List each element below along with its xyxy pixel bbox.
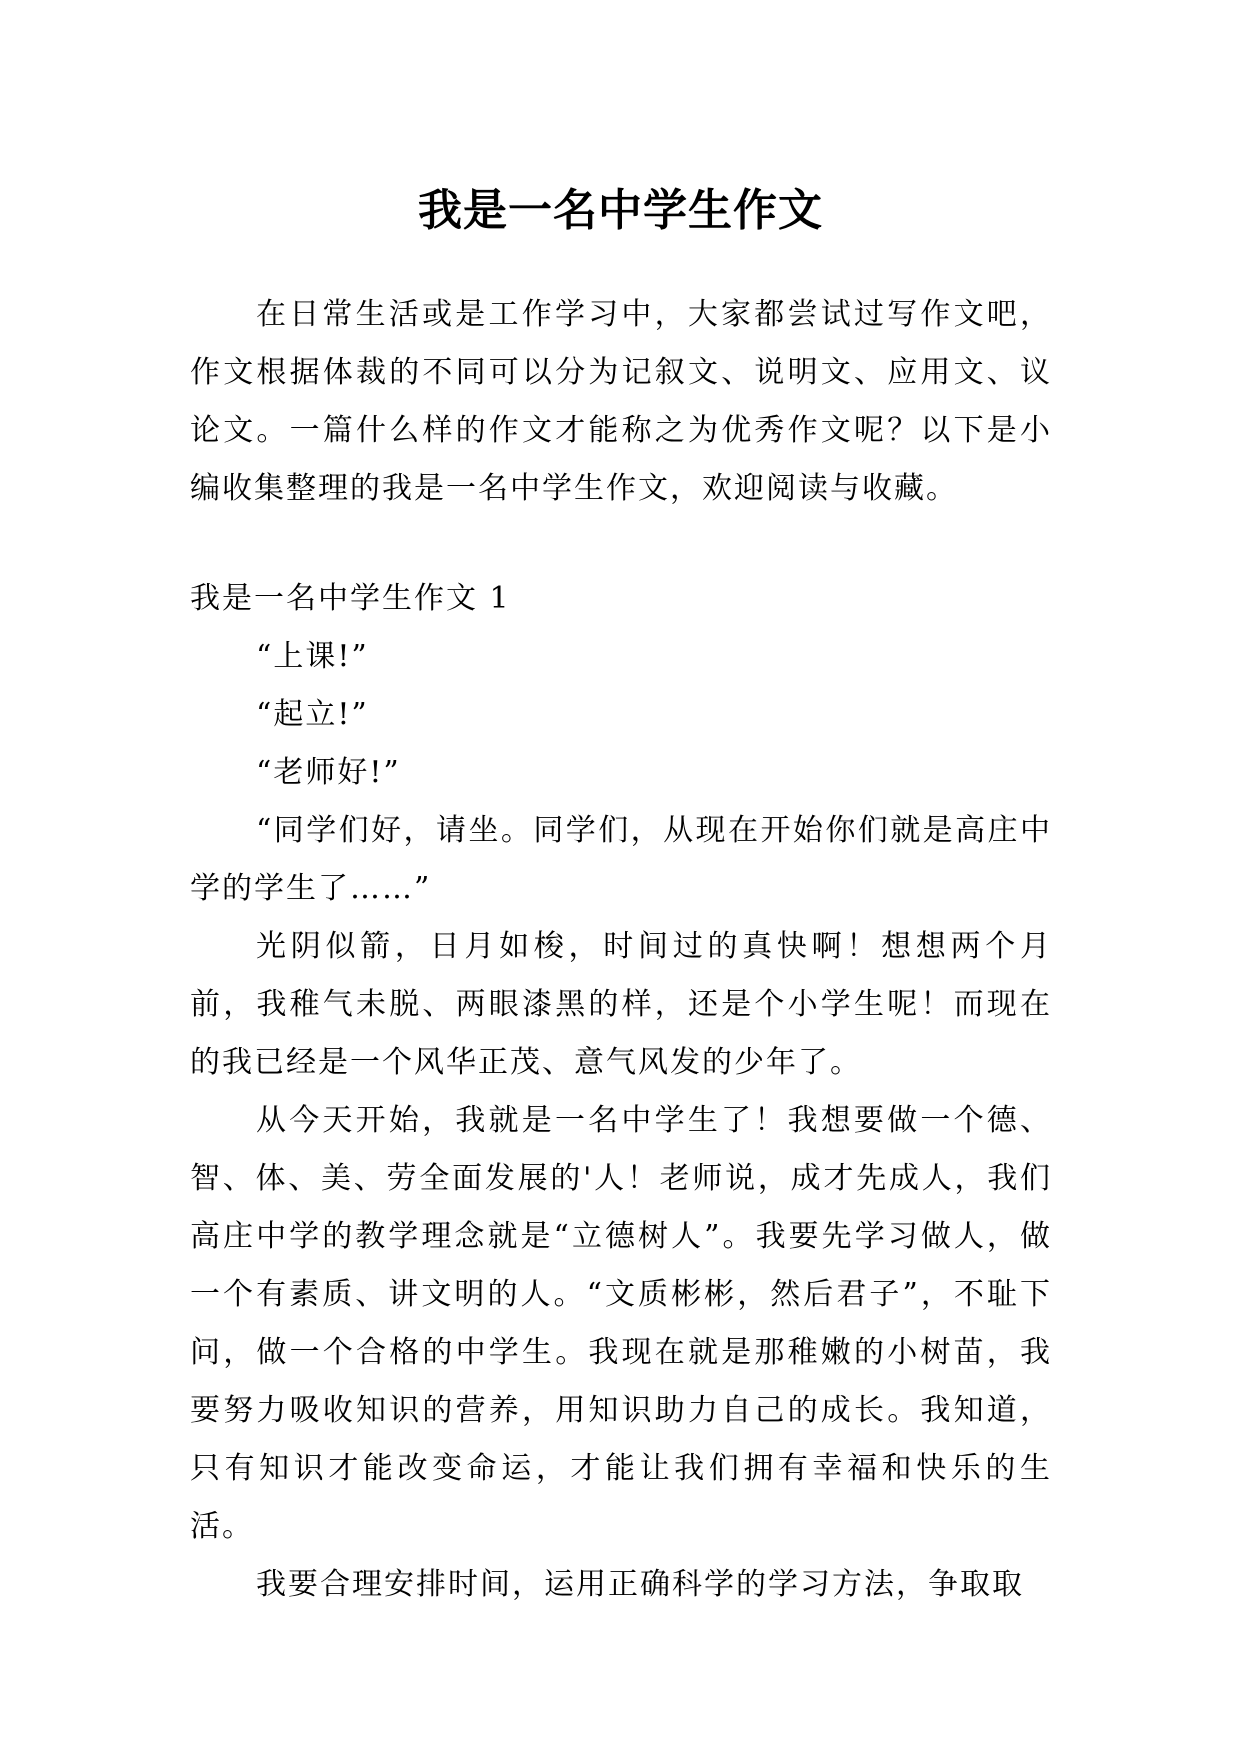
paragraph-5: 光阴似箭，日月如梭，时间过的真快啊！想想两个月前，我稚气未脱、两眼漆黑的样，还是个小学生呢！而现在的我已经是一个风华正茂、意气风发的少年了。 [190,929,1052,1080]
paragraph-3: “老师好!” [256,755,401,790]
intro-paragraph: 在日常生活或是工作学习中，大家都尝试过写作文吧，作文根据体裁的不同可以分为记叙文、说明文、应用文、议论文。一篇什么样的作文才能称之为优秀作文呢？以下是小编收集整理的我是一名中学生作文，欢迎阅读与收藏。 [190,297,1052,506]
paragraph-6: 从今天开始，我就是一名中学生了！我想要做一个德、智、体、美、劳全面发展的'人！老师说，成才先成人，我们高庄中学的教学理念就是“立德树人”。我要先学习做人，做一个有素质、讲文明的人。“文质彬彬，然后君子”，不耻下问，做一个合格的中学生。我现在就是那稚嫩的小树苗，我要努力吸收知识的营养，用知识助力自己的成长。我知道，只有知识才能改变命运，才能让我们拥有幸福和快乐的生活。 [190,1103,1052,1544]
paragraph-4: “同学们好，请坐。同学们，从现在开始你们就是高庄中学的学生了……” [190,813,1052,906]
document-title: 我是一名中学生作文 [418,185,823,237]
paragraph-2: “起立!” [256,697,369,732]
document-body [190,286,1052,1614]
paragraph-7: 我要合理安排时间，运用正确科学的学习方法，争取取 [256,1567,1024,1602]
paragraph-1: “上课!” [256,639,369,674]
section-heading: 我是一名中学生作文 1 [190,581,511,616]
